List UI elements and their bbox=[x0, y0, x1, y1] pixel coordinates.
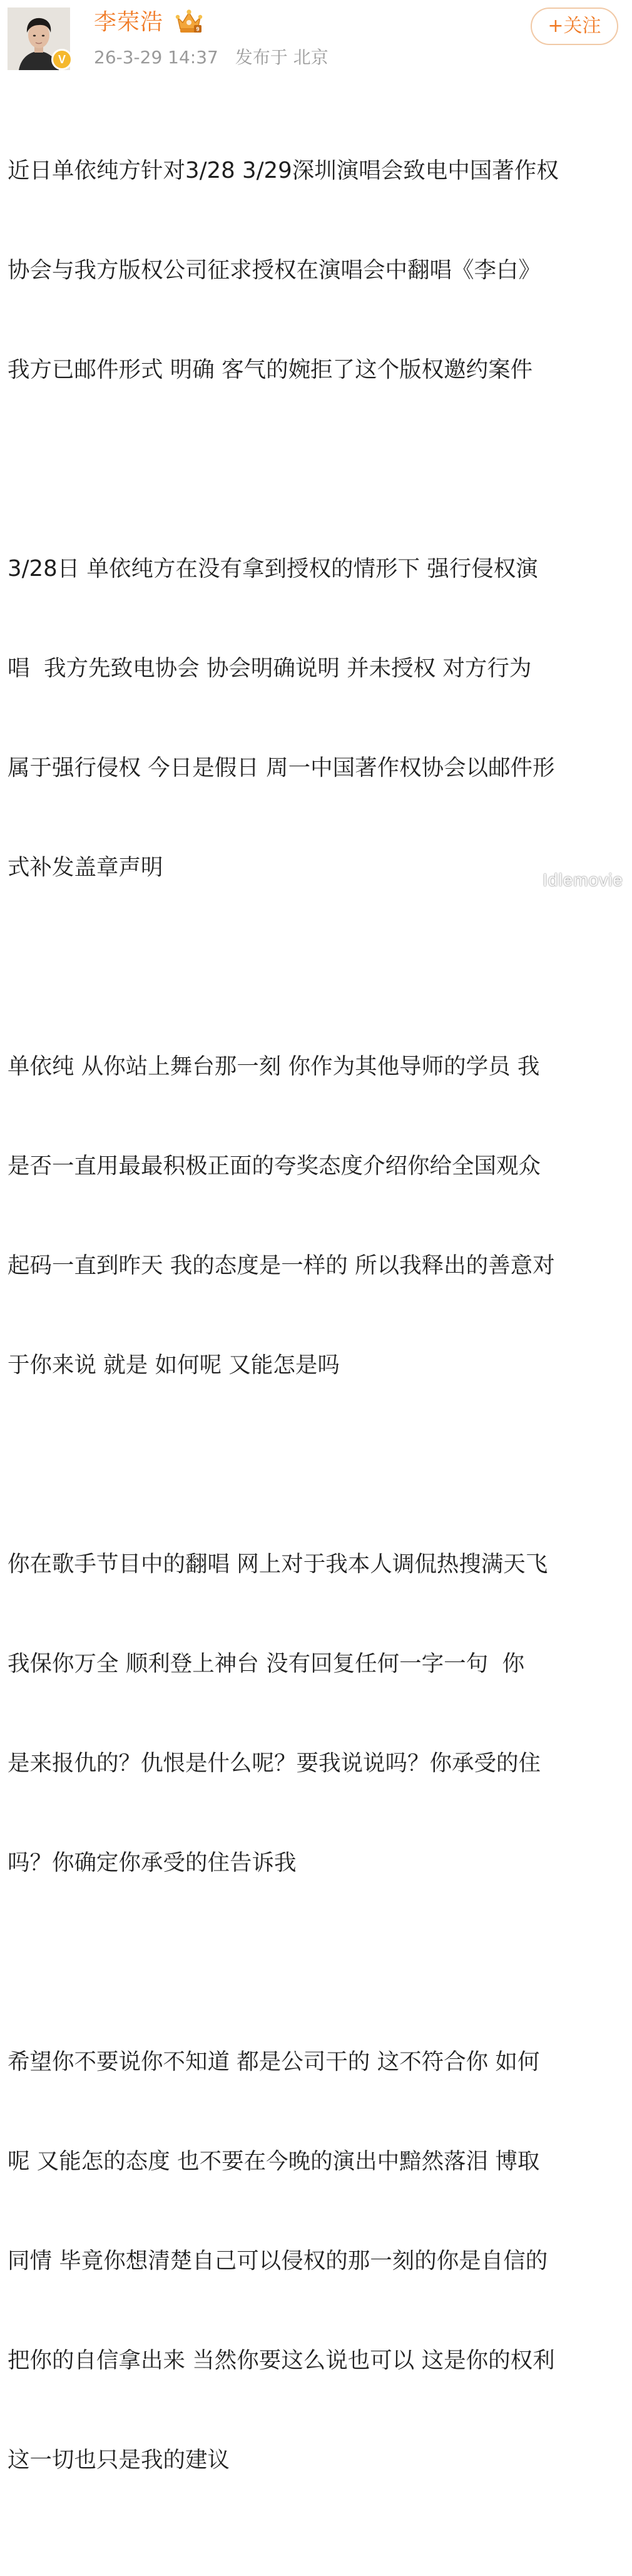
text-line: 你在歌手节目中的翻唱 网上对于我本人调侃热搜满天飞 bbox=[8, 1551, 548, 1577]
text-line: 是否一直用最最积极正面的夸奖态度介绍你给全国观众 bbox=[8, 1153, 541, 1179]
svg-text:9: 9 bbox=[196, 26, 200, 33]
text-line: 把你的自信拿出来 当然你要这么说也可以 这是你的权利 bbox=[8, 2348, 555, 2373]
text-line: 这一切也只是我的建议 bbox=[8, 2447, 230, 2473]
text-line: 同情 毕竟你想清楚自己可以侵权的那一刻的你是自信的 bbox=[8, 2248, 548, 2274]
post-body bbox=[8, 88, 624, 2576]
post-paragraph bbox=[8, 486, 624, 950]
text-line: 呢 又能怎的态度 也不要在今晚的演出中黯然落泪 博取 bbox=[8, 2148, 540, 2174]
text-line: 唱 我方先致电协会 协会明确说明 并未授权 对方行为 bbox=[8, 655, 532, 681]
post-meta bbox=[94, 45, 340, 70]
text-line: 于你来说 就是 如何呢 又能怎是吗 bbox=[8, 1352, 340, 1378]
text-line: 起码一直到昨天 我的态度是一样的 所以我释出的善意对 bbox=[8, 1253, 555, 1278]
text-line: 3/28日 单依纯方在没有拿到授权的情形下 强行侵权演 bbox=[8, 556, 538, 582]
post-paragraph bbox=[8, 88, 624, 453]
post-paragraph bbox=[8, 1481, 624, 1946]
post-paragraph bbox=[8, 983, 624, 1448]
text-line: 是来报仇的？仇恨是什么呢？要我说说吗？你承受的住 bbox=[8, 1750, 541, 1776]
author-name[interactable]: 李荣浩 bbox=[94, 9, 164, 35]
text-line: 属于强行侵权 今日是假日 周一中国著作权协会以邮件形 bbox=[8, 755, 555, 781]
text-line: 我保你万全 顺利登上神台 没有回复任何一字一句 你 bbox=[8, 1651, 525, 1676]
post-paragraph bbox=[8, 1979, 624, 2543]
text-line: 单依纯 从你站上舞台那一刻 你作为其他导师的学员 我 bbox=[8, 1054, 540, 1079]
text-line: 我方已邮件形式 明确 客气的婉拒了这个版权邀约案件 bbox=[8, 357, 533, 382]
watermark: Idlemovie bbox=[543, 870, 623, 890]
text-line: 式补发盖章声明 bbox=[8, 854, 163, 880]
text-line: 希望你不要说你不知道 都是公司干的 这不符合你 如何 bbox=[8, 2049, 540, 2075]
crown-badge-icon[interactable] bbox=[174, 9, 204, 35]
text-line: 近日单依纯方针对3/28 3/29深圳演唱会致电中国著作权 bbox=[8, 158, 559, 183]
verified-badge-icon: V bbox=[51, 49, 73, 70]
post-location: 发布于 北京 bbox=[235, 47, 329, 68]
post-time: 26-3-29 14:37 bbox=[94, 47, 218, 68]
text-line: 吗？你确定你承受的住告诉我 bbox=[8, 1850, 297, 1876]
follow-button[interactable]: +关注 bbox=[531, 8, 618, 45]
text-line: 协会与我方版权公司征求授权在演唱会中翻唱《李白》 bbox=[8, 257, 541, 283]
post-header bbox=[0, 0, 632, 81]
